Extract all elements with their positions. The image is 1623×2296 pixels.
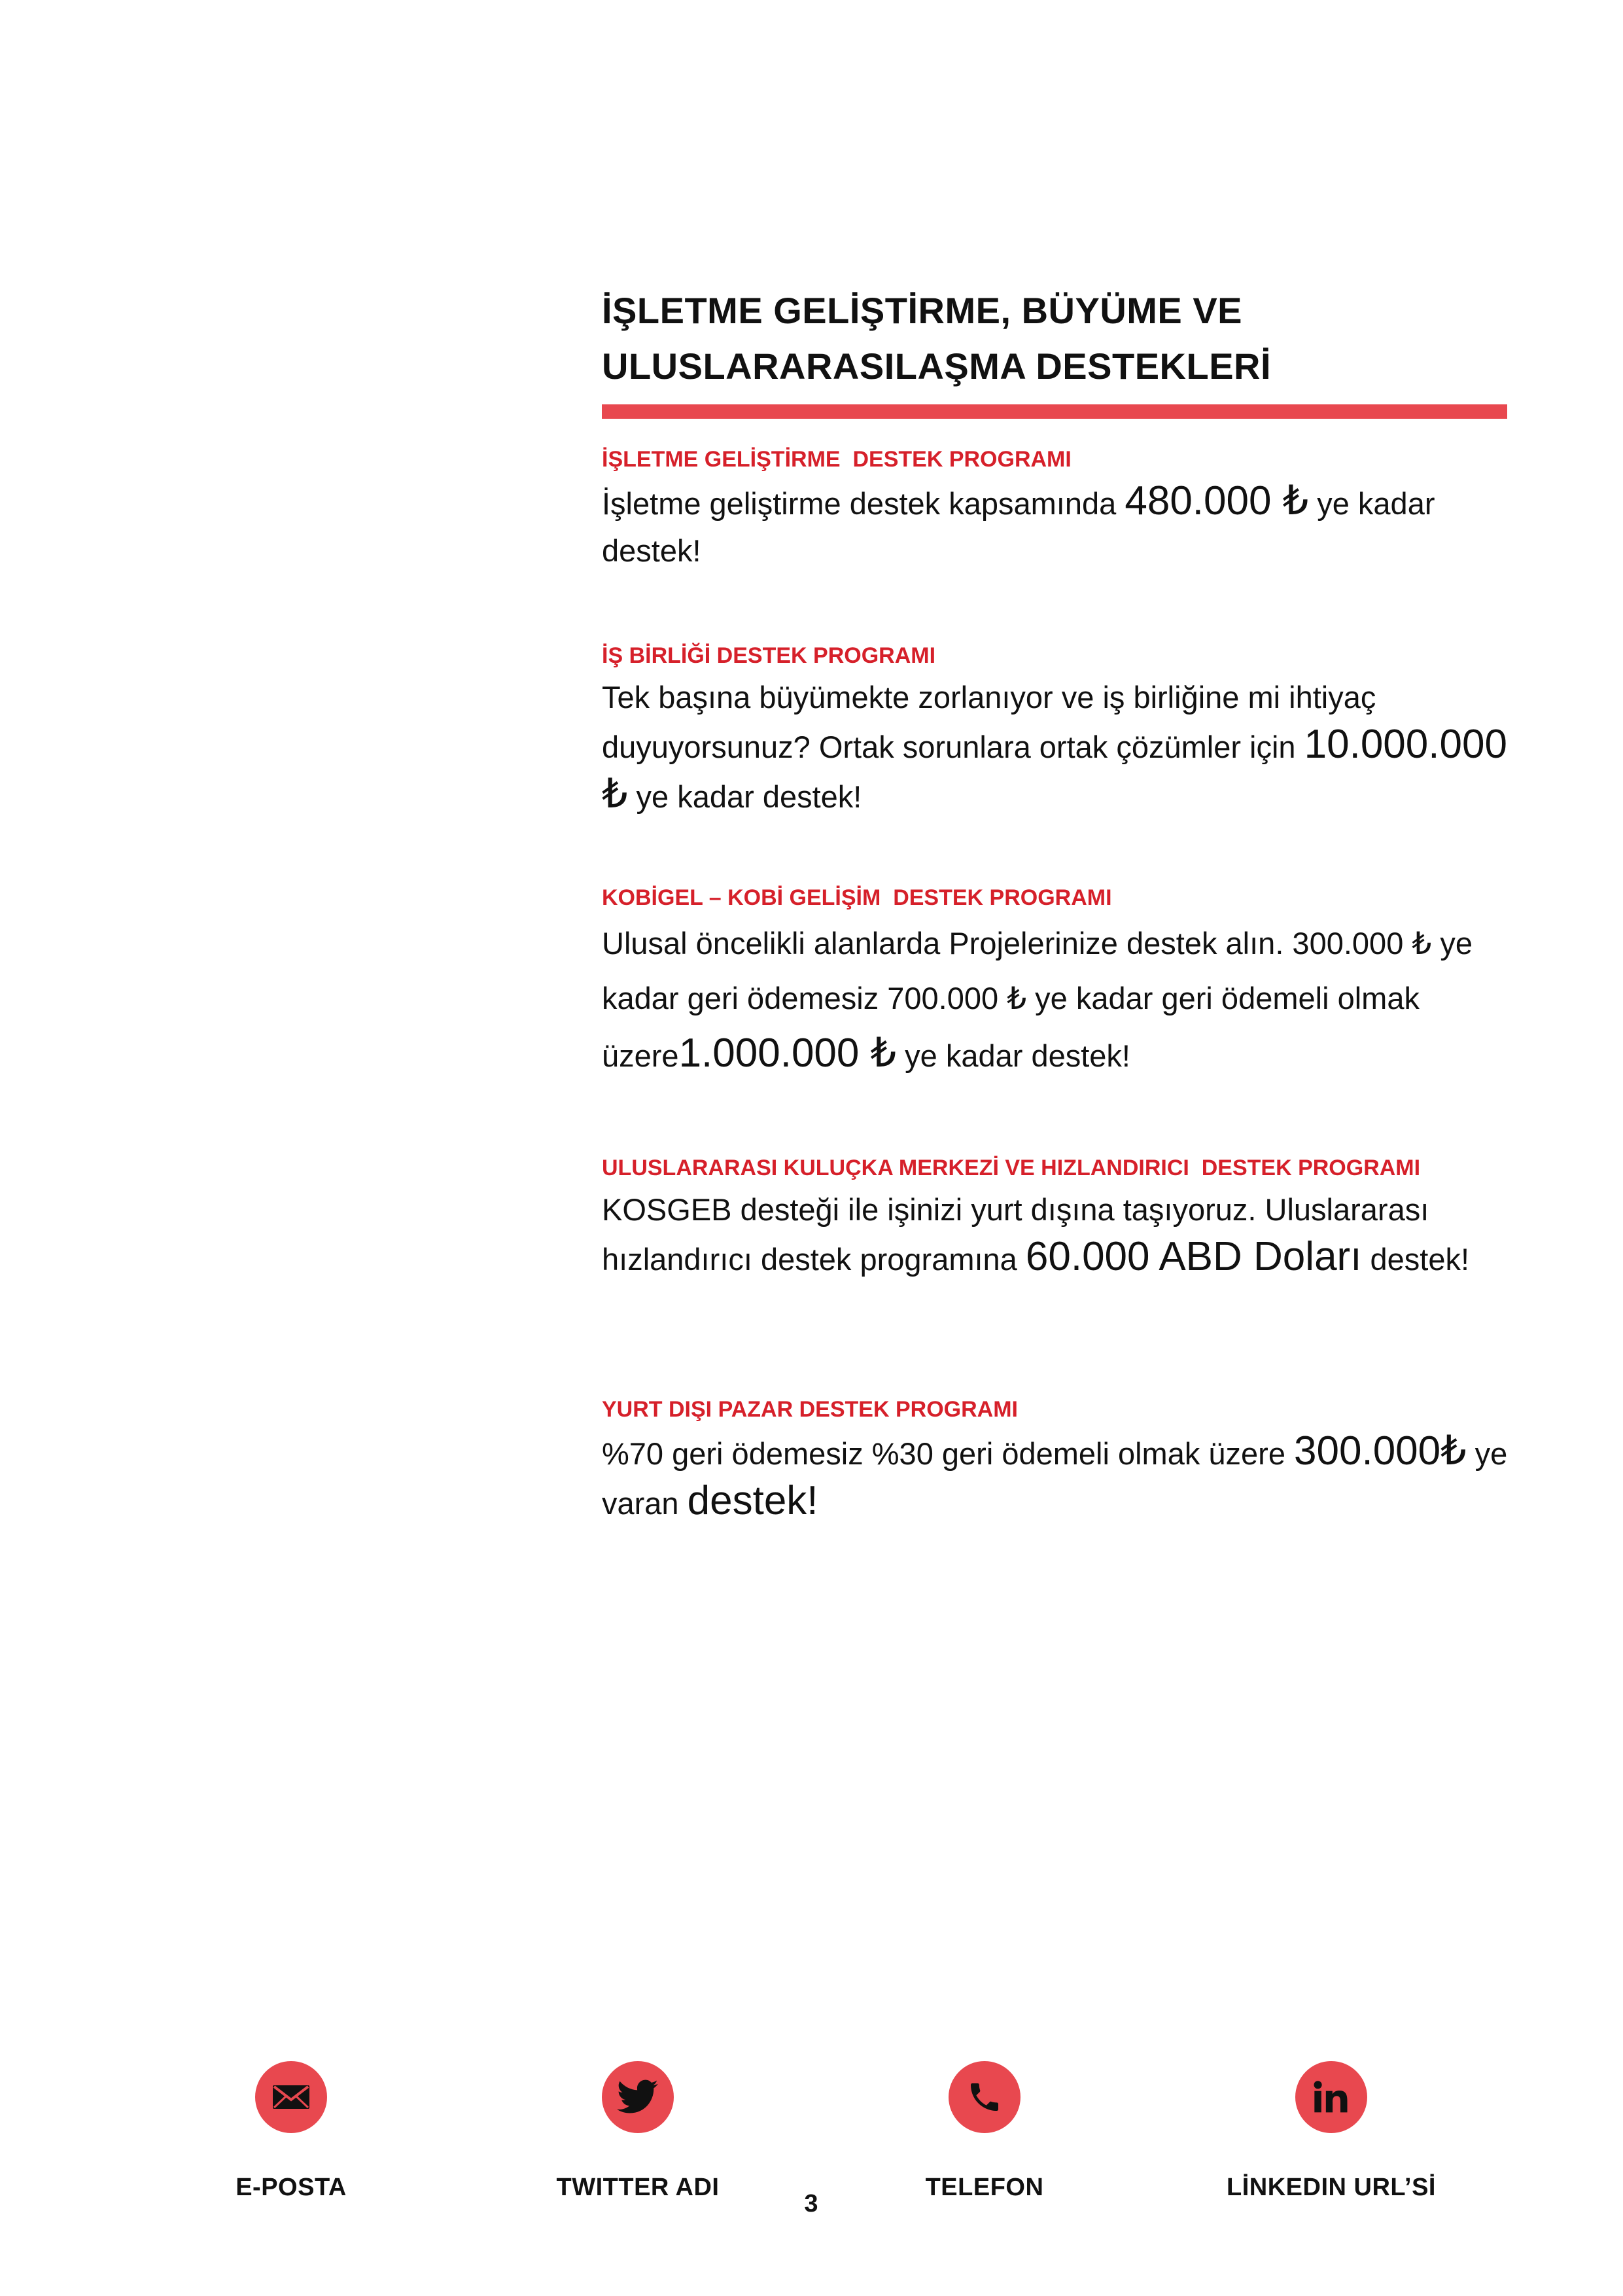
- description-suffix: ye kadar destek!: [627, 779, 862, 814]
- description-text: %70 geri ödemesiz %30 geri ödemeli olmak üzere: [602, 1436, 1295, 1471]
- title-underline-rule: [602, 404, 1507, 419]
- support-amount: 480.000 ₺: [1125, 478, 1309, 523]
- linkedin-icon[interactable]: [1295, 2061, 1367, 2133]
- main-content: [602, 283, 1524, 419]
- contact-label: LİNKEDIN URL’Sİ: [1227, 2174, 1436, 2201]
- program-section-kulucka-hizlandirici: [602, 1154, 1518, 1283]
- description-text: KOSGEB desteği ile işinizi yurt dışına taşıyoruz. Uluslararası hızlandırıcı destek programına: [602, 1192, 1429, 1277]
- support-amount: 300.000₺: [1294, 1428, 1467, 1474]
- description-suffix: ye kadar destek!: [896, 1038, 1130, 1073]
- contact-phone[interactable]: [867, 2061, 1102, 2202]
- support-emphasis: destek!: [687, 1478, 818, 1523]
- contact-email[interactable]: [173, 2061, 409, 2202]
- description-text: Tek başına büyümekte zorlanıyor ve iş birliğine mi ihtiyaç duyuyorsunuz? Ortak sorunlara ortak çözümler için: [602, 680, 1376, 764]
- support-amount: 10.000.000 ₺: [602, 722, 1507, 817]
- page-title-line-2: ULUSLARARASILAŞMA DESTEKLERİ: [602, 345, 1272, 387]
- contact-label: TWITTER ADI: [556, 2174, 720, 2201]
- program-heading: KOBİGEL – KOBİ GELİŞİM DESTEK PROGRAMI: [602, 885, 1112, 910]
- program-description: [602, 478, 1518, 574]
- description-text: İşletme geliştirme destek kapsamında: [602, 486, 1125, 521]
- contact-label: TELEFON: [925, 2174, 1044, 2201]
- program-section-kobigel: [602, 883, 1518, 1084]
- page-title-line-1: İŞLETME GELİŞTİRME, BÜYÜME VE: [602, 290, 1243, 331]
- contact-linkedin[interactable]: [1213, 2061, 1449, 2202]
- description-text: Ulusal öncelikli alanlarda Projelerinize destek alın. 300.000 ₺ ye kadar geri ödemesiz 700.000 ₺ ye kadar geri ödemeli olmak üzere: [602, 926, 1473, 1073]
- page-title: [602, 283, 1524, 394]
- contact-label: E-POSTA: [236, 2174, 347, 2201]
- phone-icon[interactable]: [949, 2061, 1021, 2133]
- program-section-yurt-disi-pazar: [602, 1395, 1518, 1527]
- program-heading: İŞ BİRLİĞİ DESTEK PROGRAMI: [602, 643, 936, 668]
- contact-twitter[interactable]: [520, 2061, 756, 2202]
- program-heading: YURT DIŞI PAZAR DESTEK PROGRAMI: [602, 1397, 1018, 1422]
- program-heading: ULUSLARARASI KULUÇKA MERKEZİ VE HIZLANDIRICI DESTEK PROGRAMI: [602, 1156, 1421, 1180]
- program-section-is-birligi: [602, 641, 1518, 821]
- program-section-isletme-gelistirme: [602, 445, 1518, 574]
- support-amount: 1.000.000 ₺: [678, 1031, 897, 1076]
- program-description: [602, 916, 1518, 1084]
- description-suffix: ye varan: [602, 1436, 1508, 1521]
- program-description: [602, 1186, 1518, 1283]
- description-suffix: ye kadar destek!: [602, 486, 1435, 568]
- envelope-icon[interactable]: [255, 2061, 327, 2133]
- program-description: [602, 674, 1518, 821]
- program-description: [602, 1428, 1518, 1527]
- twitter-bird-icon[interactable]: [602, 2061, 674, 2133]
- support-amount: 60.000 ABD Doları: [1025, 1234, 1362, 1279]
- description-suffix: destek!: [1361, 1242, 1470, 1277]
- program-heading: İŞLETME GELİŞTİRME DESTEK PROGRAMI: [602, 447, 1072, 472]
- page-number: 3: [804, 2190, 818, 2217]
